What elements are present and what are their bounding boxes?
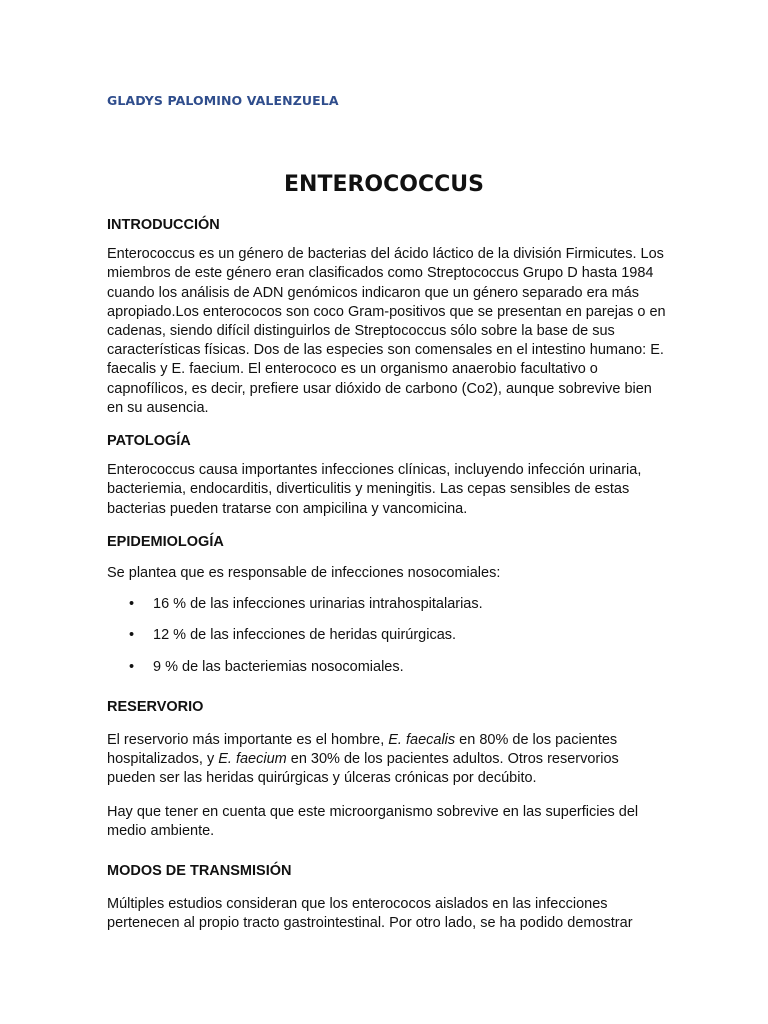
transmision-paragraph: Múltiples estudios consideran que los enterococos aislados en las infecciones pertenecen al propio tracto gastrointestinal. Por otro lado, se ha podido demostrar — [107, 896, 633, 932]
list-item: • 16 % de las infecciones urinarias intrahospitalarias. — [107, 595, 667, 614]
epidemiologia-intro: Se plantea que es responsable de infecciones nosocomiales: — [107, 565, 501, 582]
patologia-paragraph: Enterococcus causa importantes infecciones clínicas, incluyendo infección urinaria, bacteriemia, endocarditis, diverticulitis y meningitis. Las cepas sensibles de estas bacterias pueden tratarse con ampicilina y vancomicina. — [107, 462, 642, 517]
reservorio-text-a: El reservorio más importante es el hombre, — [107, 732, 389, 749]
species-name-faecium: E. faecium — [218, 751, 287, 768]
species-name-faecalis: E. faecalis — [388, 732, 456, 749]
reservorio-paragraph-1 — [107, 731, 667, 789]
section-heading-reservorio: RESERVORIO — [107, 698, 204, 715]
document-body — [107, 216, 667, 934]
epidemiologia-list — [107, 595, 667, 677]
author-name: GLADYS PALOMINO VALENZUELA — [107, 93, 339, 108]
introduccion-paragraph: Enterococcus es un género de bacterias del ácido láctico de la división Firmicutes. Los miembros de este género eran clasificados como Streptococcus Grupo D hasta 1984 cuando los análisis de ADN genómicos indicaron que un género separado era más apropiado.Los enterococos son coco Gram-positivos que se presentan en parejas o en cadenas, siendo difícil distinguirlos de Streptococcus sólo sobre la base de sus características físicas. Dos de las especies son comensales en el intestino humano: E. faecalis y E. faecium. El enterococo es un organismo anaerobio facultativo o capnofílicos, es decir, prefiere usar dióxido de carbono (Co2), aunque sobrevive bien en su ausencia. — [107, 246, 666, 416]
reservorio-text-b: en 80% de los pacientes hospitalizados, y — [107, 732, 618, 768]
reservorio-text-c: en 30% de los pacientes adultos. Otros reservorios pueden ser las heridas quirúrgicas y úlceras crónicas por decúbito. — [107, 751, 619, 787]
document-title: ENTEROCOCCUS — [284, 172, 484, 197]
section-heading-epidemiologia: EPIDEMIOLOGÍA — [107, 533, 224, 550]
reservorio-paragraph-2: Hay que tener en cuenta que este microorganismo sobrevive en las superficies del medio ambiente. — [107, 803, 639, 839]
section-heading-patologia: PATOLOGÍA — [107, 433, 191, 450]
section-heading-transmision: MODOS DE TRANSMISIÓN — [107, 863, 292, 880]
list-item: • 12 % de las infecciones de heridas quirúrgicas. — [107, 626, 667, 645]
list-item: • 9 % de las bacteriemias nosocomiales. — [107, 658, 667, 677]
section-heading-introduccion: INTRODUCCIÓN — [107, 217, 220, 233]
